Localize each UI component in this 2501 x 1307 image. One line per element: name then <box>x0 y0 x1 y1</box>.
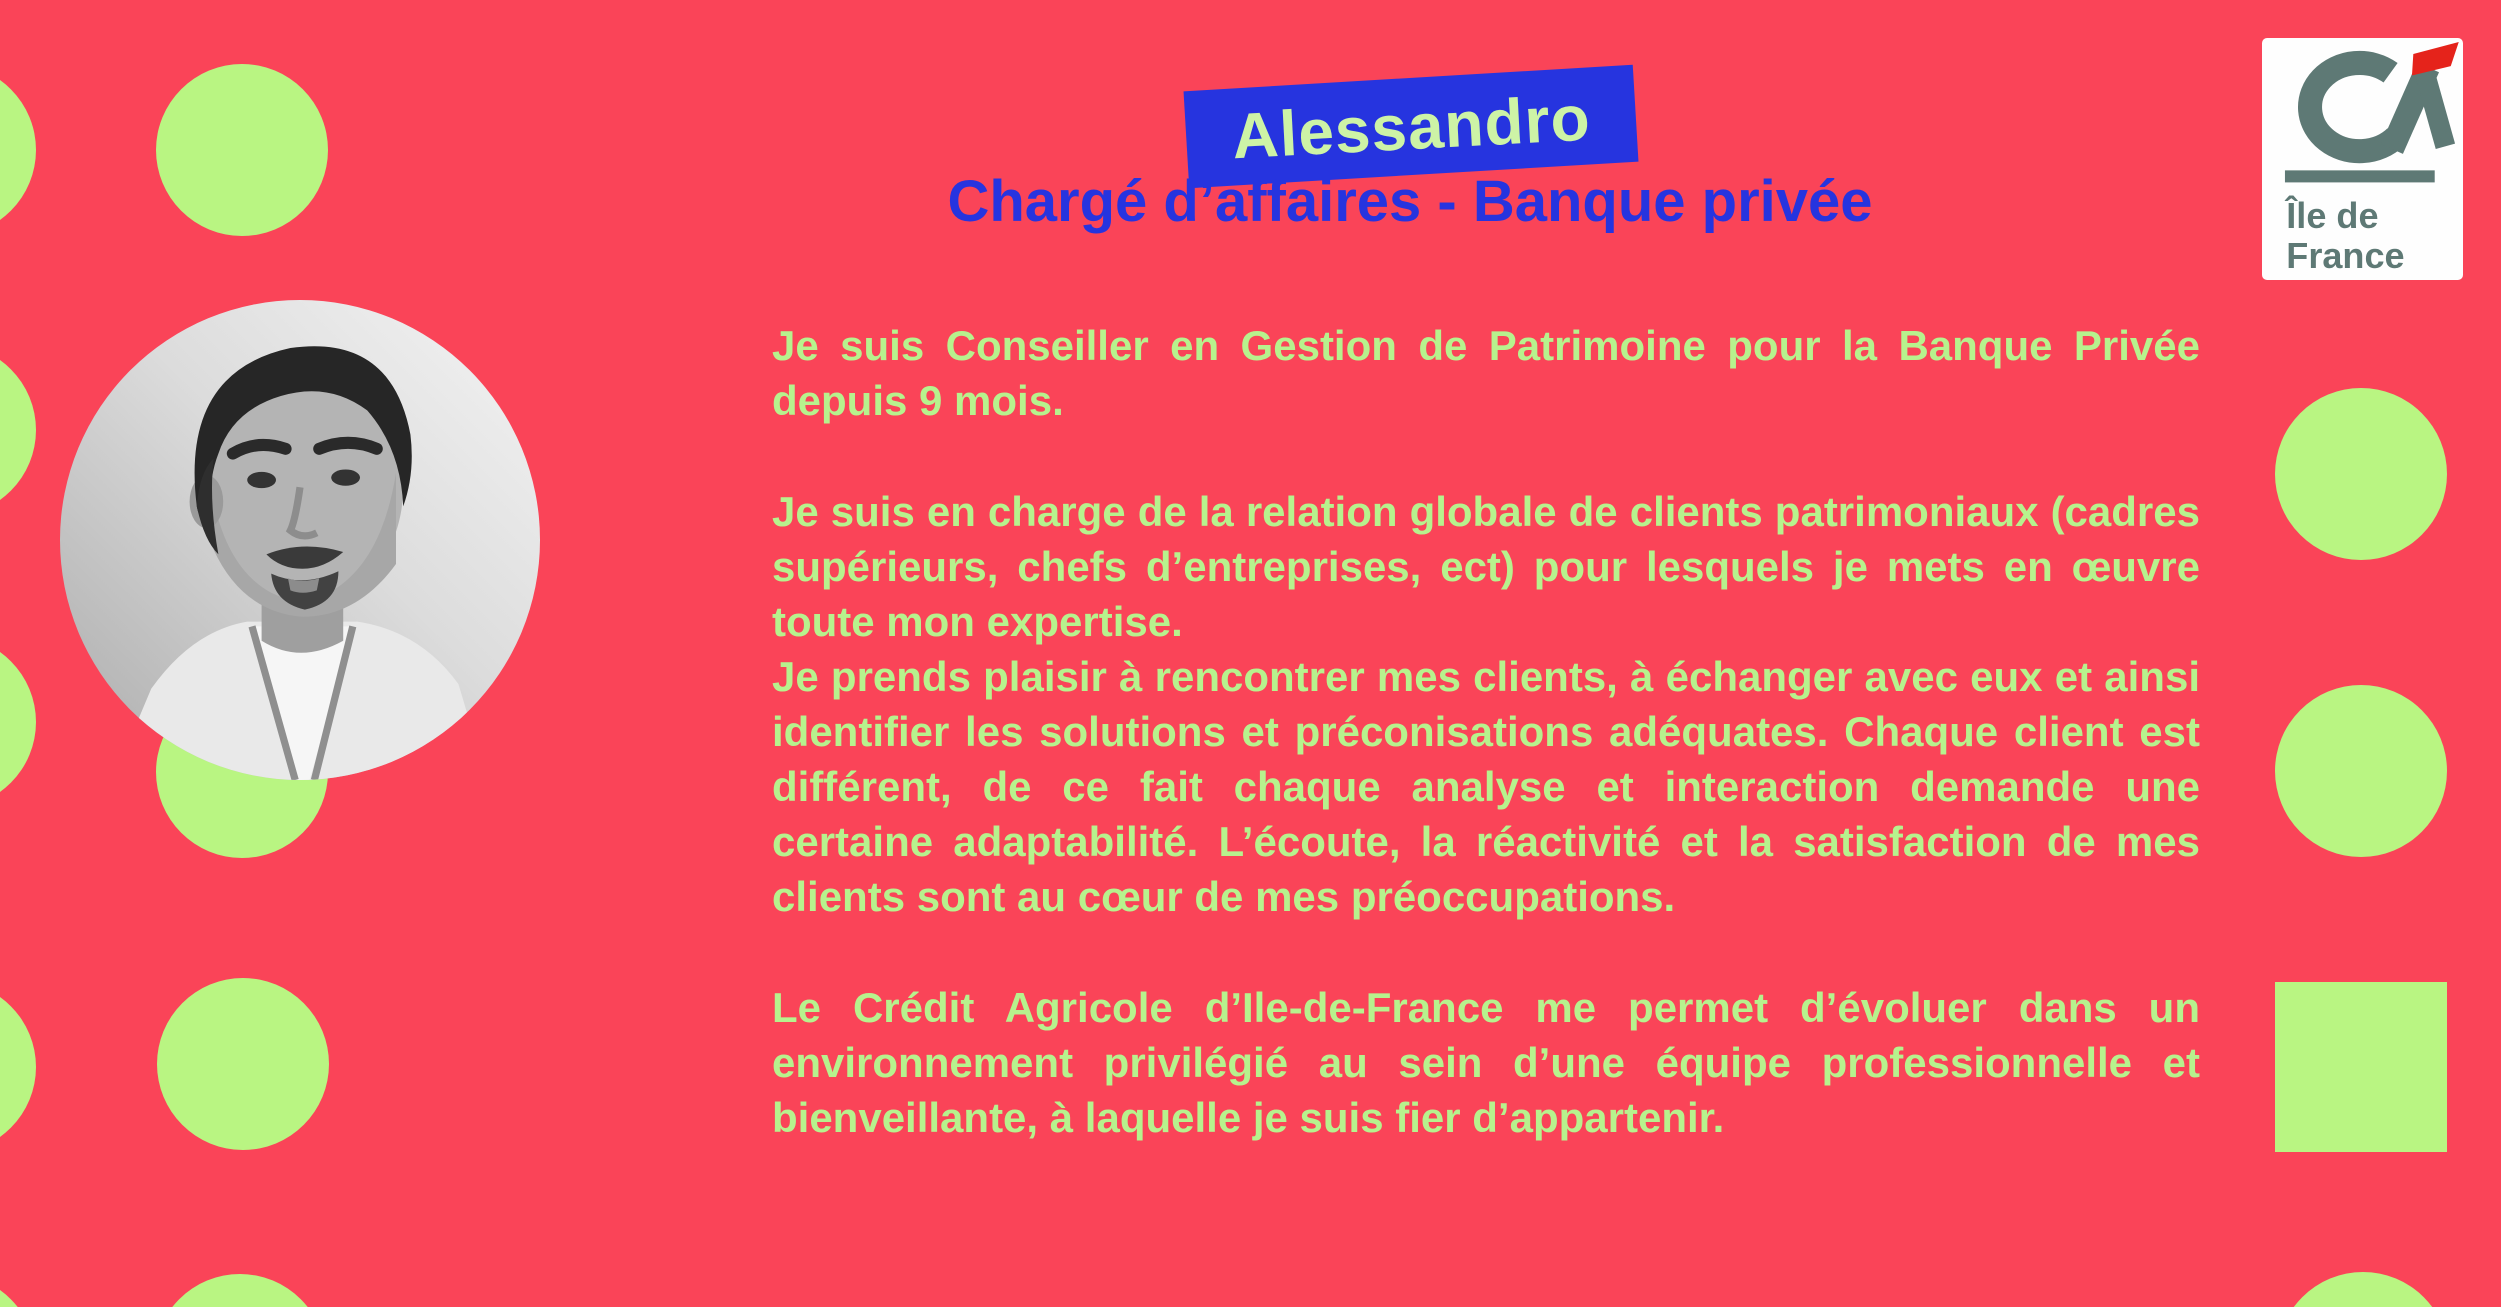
decorative-dot <box>156 64 328 236</box>
brand-region-line2: France <box>2286 234 2405 276</box>
brand-logo-card <box>2262 38 2463 280</box>
bio-text <box>772 318 2200 1145</box>
bio-paragraph: Je suis Conseiller en Gestion de Patrimoine pour la Banque Privée depuis 9 mois. <box>772 322 2200 424</box>
decorative-dot <box>0 344 36 516</box>
decorative-dot <box>0 981 36 1153</box>
brand-region-line1: Île de <box>2286 194 2379 236</box>
profile-photo <box>60 300 540 780</box>
bio-paragraph: Je prends plaisir à rencontrer mes clients, à échanger avec eux et ainsi identifier les solutions et préconisations adéquates. Chaque client est différent, de ce fait chaque analyse et interaction demande une certaine adaptabilité. L’écoute, la réactivité et la satisfaction de mes clients sont au cœur de mes préoccupations. <box>772 653 2200 920</box>
decorative-dot <box>2277 1272 2449 1307</box>
portrait-illustration <box>60 300 540 780</box>
bio-paragraph: Le Crédit Agricole d’Ile-de-France me permet d’évoluer dans un environnement privilégié au sein d’une équipe professionnelle et bienveillante, à laquelle je suis fier d’appartenir. <box>772 984 2200 1141</box>
decorative-dot <box>154 1274 326 1307</box>
decorative-dot <box>0 636 36 808</box>
employee-name: Alessandro <box>1230 81 1592 172</box>
bio-paragraph: Je suis en charge de la relation globale de clients patrimoniaux (cadres supérieurs, chefs d’entreprises, ect) pour lesquels je mets en œuvre toute mon expertise. <box>772 488 2200 645</box>
decorative-dot <box>157 978 329 1150</box>
decorative-square <box>2275 982 2447 1152</box>
decorative-dot <box>0 64 36 236</box>
decorative-dot <box>0 1274 36 1307</box>
decorative-dot <box>2275 685 2447 857</box>
job-title: Chargé d’affaires - Banque privée <box>947 169 1873 234</box>
credit-agricole-logo-icon <box>2262 38 2463 280</box>
decorative-dot <box>2275 388 2447 560</box>
